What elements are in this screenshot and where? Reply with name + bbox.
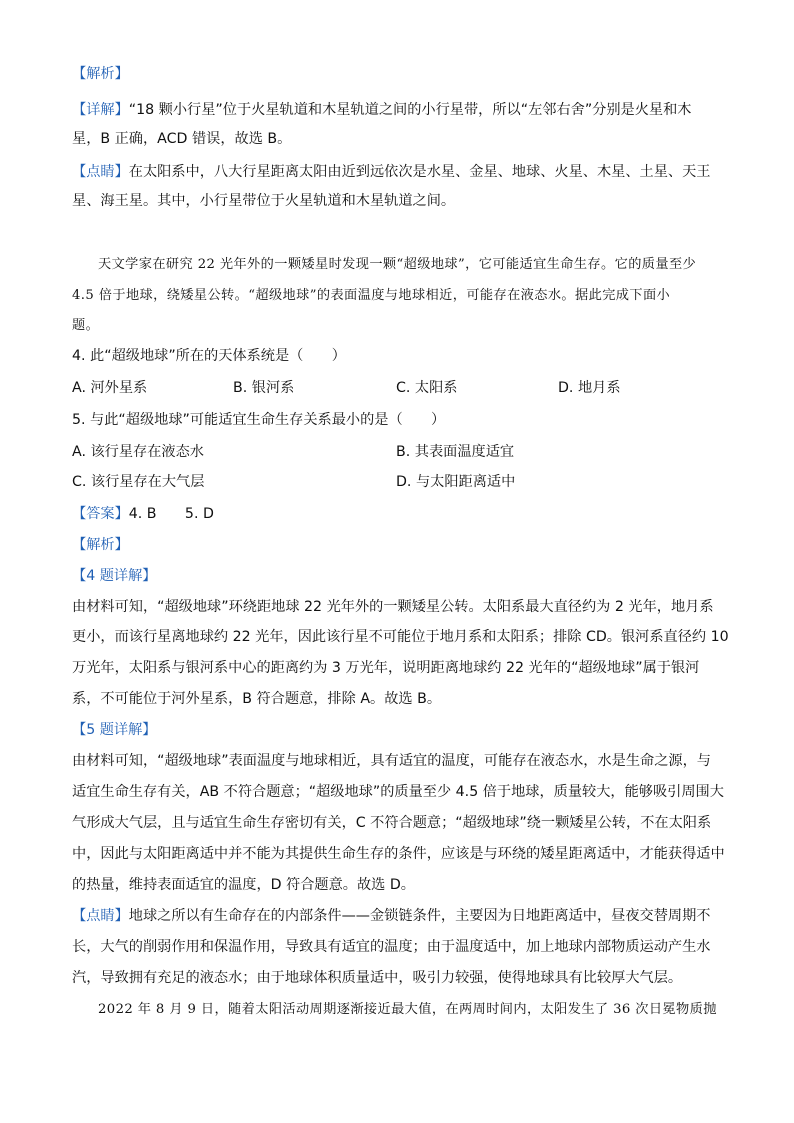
q5-detail-line: 气形成大气层，且与适宜生命生存密切有关，C 不符合题意；“超级地球”绕一颗矮星公转，不在太阳系 xyxy=(72,815,712,831)
comment-paragraph-line xyxy=(72,162,722,182)
comment-line: 长，大气的削弱作用和保温作用，导致具有适宜的温度；由于温度适中，加上地球内部物质运动产生水 xyxy=(72,939,711,955)
question-4-option-b: B. 银河系 xyxy=(233,380,295,396)
q4-detail-line: 由材料可知，“超级地球”环绕距地球 22 光年外的一颗矮星公转。太阳系最大直径约为 2 光年，地月系 xyxy=(72,599,714,615)
analysis-tag-2: 【解析】 xyxy=(72,537,129,553)
detail-tag: 【详解】 xyxy=(72,102,129,118)
q5-detail-line: 由材料可知，“超级地球”表面温度与地球相近，具有适宜的温度，可能存在液态水，水是生命之源，与 xyxy=(72,753,711,769)
material-line1: 天文学家在研究 22 光年外的一颗矮星时发现一颗“超级地球”，它可能适宜生命生存。它的质量至少 xyxy=(98,257,697,272)
material-line3: 题。 xyxy=(72,318,100,333)
q5-detail-line: 适宜生命生存有关，AB 不符合题意；“超级地球”的质量至少 4.5 倍于地球，质量较大，能够吸引周围大 xyxy=(72,784,724,800)
material-line2: 4.5 倍于地球，绕矮星公转。“超级地球”的表面温度与地球相近，可能存在液态水。据此完成下面小 xyxy=(72,288,671,303)
question-4-option-a: A. 河外星系 xyxy=(72,380,148,396)
q4-detail-tag: 【4 题详解】 xyxy=(72,568,157,584)
next-material-line1: 2022 年 8 月 9 日，随着太阳活动周期逐渐接近最大值，在两周时间内，太阳发生了 36 次日冕物质抛 xyxy=(98,1002,717,1017)
question-5-option-d: D. 与太阳距离适中 xyxy=(396,474,516,490)
comment-line: 汽，导致拥有充足的液态水；由于地球体积质量适中，吸引力较强，使得地球具有比较厚大气层。 xyxy=(72,970,683,986)
answer-tag: 【答案】 xyxy=(72,506,129,522)
comment-paragraph-line-2 xyxy=(72,906,722,926)
comment-tag: 【点睛】 xyxy=(72,164,129,180)
question-4-option-d: D. 地月系 xyxy=(558,380,621,396)
question-4-option-c: C. 太阳系 xyxy=(396,380,458,396)
q5-detail-tag: 【5 题详解】 xyxy=(72,722,157,738)
detail-text-line2: 星，B 正确，ACD 错误，故选 B。 xyxy=(72,131,292,147)
q4-detail-line: 万光年，太阳系与银河系中心的距离约为 3 万光年，说明距离地球约 22 光年的“超级地球”属于银河 xyxy=(72,660,700,676)
question-5-option-c: C. 该行星存在大气层 xyxy=(72,474,205,490)
comment-tag-2: 【点睛】 xyxy=(72,908,129,924)
answer-line xyxy=(72,504,722,524)
q5-detail-line: 的热量，维持表面适宜的温度，D 符合题意。故选 D。 xyxy=(72,877,415,893)
analysis-tag: 【解析】 xyxy=(72,66,129,82)
comment-text-line2: 星、海王星。其中，小行星带位于火星轨道和木星轨道之间。 xyxy=(72,193,456,209)
question-5-stem: 5. 与此“超级地球”可能适宜生命生存关系最小的是（ ） xyxy=(72,412,446,428)
question-5-option-a: A. 该行星存在液态水 xyxy=(72,444,204,460)
comment-text: 在太阳系中，八大行星距离太阳由近到远依次是水星、金星、地球、火星、木星、土星、天王 xyxy=(128,164,711,180)
q5-detail-line: 中，因此与太阳距离适中并不能为其提供生命生存的条件，应该是与环绕的矮星距离适中，才能获得适中 xyxy=(72,846,725,862)
q4-detail-line: 更小，而该行星离地球约 22 光年，因此该行星不可能位于地月系和太阳系；排除 CD。银河系直径约 10 xyxy=(72,629,729,645)
comment-text-2: 地球之所以有生命存在的内部条件——金锁链条件，主要因为日地距离适中，昼夜交替周期不 xyxy=(128,908,711,924)
question-5-option-b: B. 其表面温度适宜 xyxy=(396,444,515,460)
q4-detail-line: 系，不可能位于河外星系，B 符合题意，排除 A。故选 B。 xyxy=(72,691,442,707)
question-4-stem: 4. 此“超级地球”所在的天体系统是（ ） xyxy=(72,348,346,364)
answer-text: 4. B 5. D xyxy=(128,506,214,522)
detail-text: “18 颗小行星”位于火星轨道和木星轨道之间的小行星带，所以“左邻右舍”分别是火星和木 xyxy=(128,102,692,118)
detail-paragraph-line xyxy=(72,100,722,120)
